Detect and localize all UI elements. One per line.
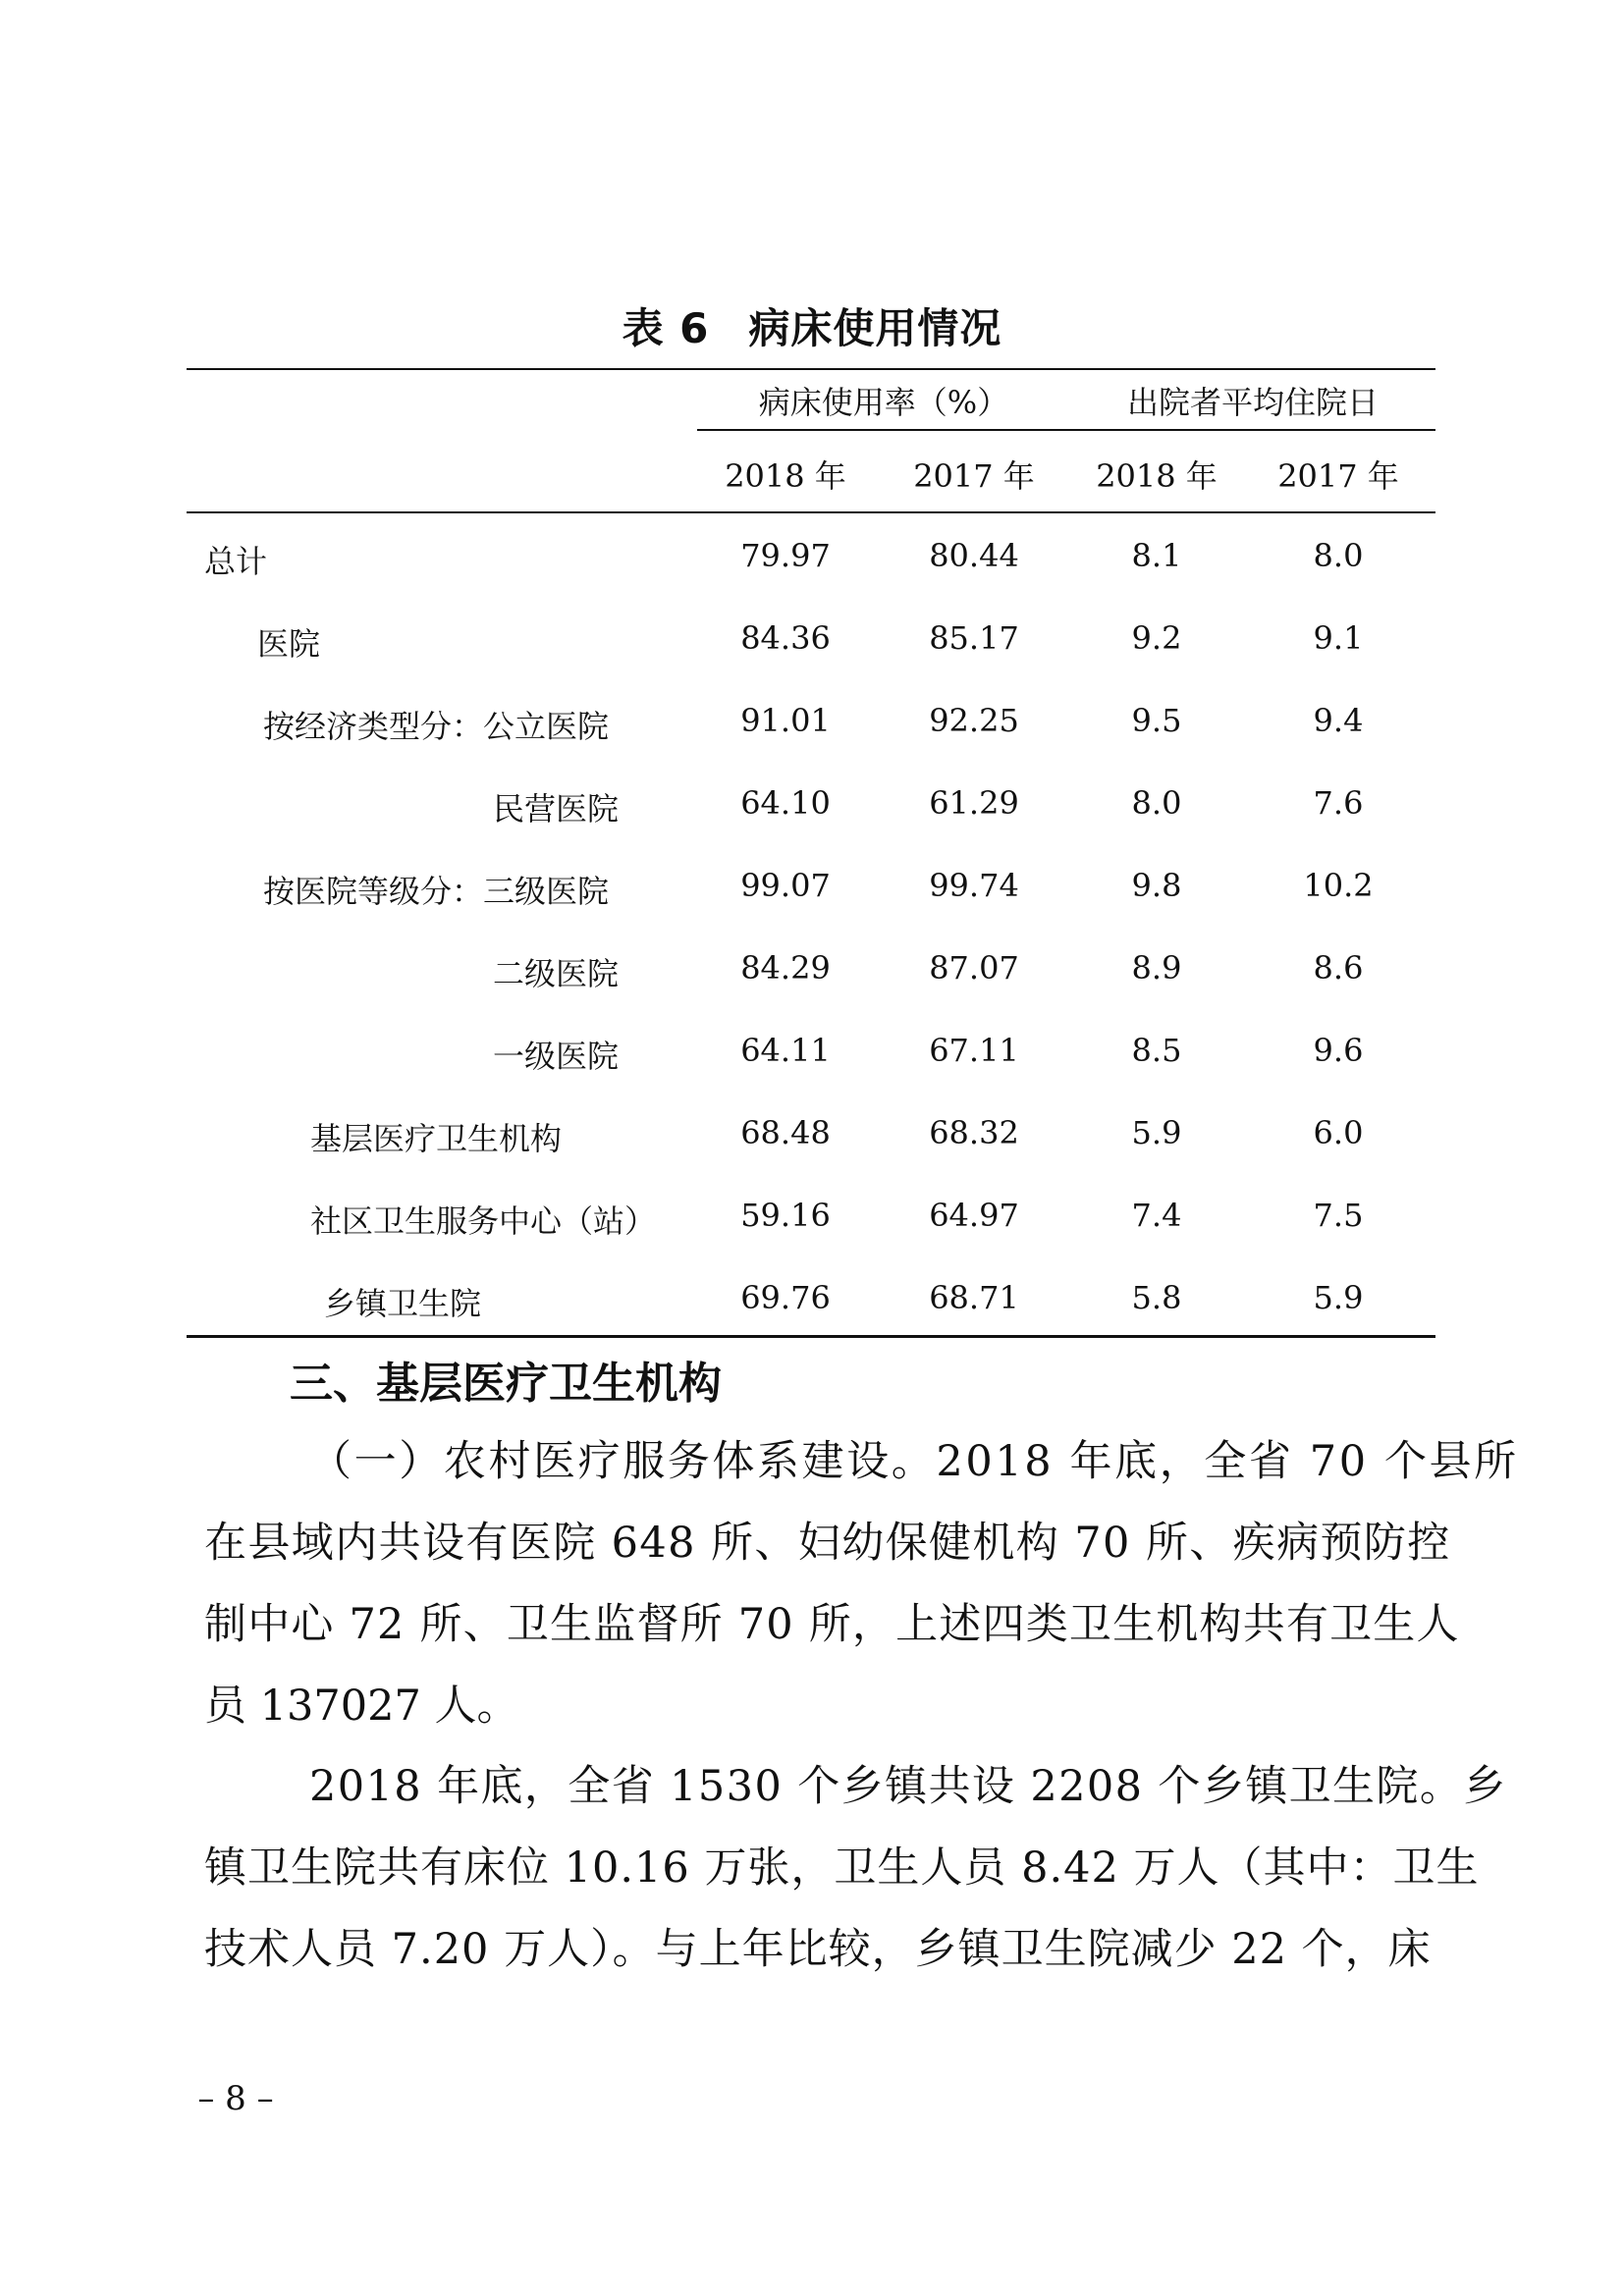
- row-value: 10.2: [1303, 867, 1374, 904]
- table-header-rule: [187, 511, 1435, 513]
- row-value: 9.1: [1313, 619, 1364, 657]
- row-value: 8.5: [1131, 1032, 1182, 1069]
- paragraph-line: 镇卫生院共有床位 10.16 万张，卫生人员 8.42 万人（其中：卫生: [204, 1843, 1480, 1893]
- header-year: 2018 年: [1096, 457, 1218, 495]
- row-label: 社区卫生服务中心（站）: [310, 1202, 657, 1240]
- row-label: 一级医院: [493, 1038, 620, 1075]
- row-value: 68.48: [740, 1114, 831, 1151]
- row-value: 64.97: [929, 1197, 1019, 1234]
- row-value: 99.74: [929, 867, 1019, 904]
- header-average-stay-days: 出院者平均住院日: [1126, 384, 1379, 421]
- paragraph-line: 制中心 72 所、卫生监督所 70 所，上述四类卫生机构共有卫生人: [204, 1600, 1460, 1649]
- table-bottom-rule: [187, 1335, 1435, 1338]
- row-label: 医院: [257, 625, 321, 663]
- row-value: 61.29: [929, 784, 1019, 822]
- row-value: 79.97: [740, 537, 831, 574]
- row-label: 总计: [204, 543, 268, 580]
- row-value: 80.44: [929, 537, 1019, 574]
- header-year: 2017 年: [1277, 457, 1399, 495]
- row-label: 按经济类型分：公立医院: [263, 708, 610, 745]
- row-value: 9.2: [1131, 619, 1182, 657]
- row-value: 9.8: [1131, 867, 1182, 904]
- row-value: 85.17: [929, 619, 1019, 657]
- paragraph-line: 员 137027 人。: [204, 1682, 519, 1731]
- row-value: 91.01: [740, 702, 831, 739]
- row-value: 8.0: [1131, 784, 1182, 822]
- paragraph-line: 技术人员 7.20 万人）。与上年比较，乡镇卫生院减少 22 个，床: [204, 1925, 1432, 1974]
- row-value: 84.29: [740, 949, 831, 987]
- row-value: 87.07: [929, 949, 1019, 987]
- row-value: 99.07: [740, 867, 831, 904]
- section-heading: 三、基层医疗卫生机构: [290, 1359, 722, 1409]
- row-value: 7.6: [1313, 784, 1364, 822]
- row-value: 8.9: [1131, 949, 1182, 987]
- row-value: 69.76: [740, 1279, 831, 1316]
- row-value: 7.4: [1131, 1197, 1182, 1234]
- row-value: 8.1: [1131, 537, 1182, 574]
- row-value: 5.9: [1131, 1114, 1182, 1151]
- row-value: 9.4: [1313, 702, 1364, 739]
- row-value: 9.6: [1313, 1032, 1364, 1069]
- header-year: 2017 年: [913, 457, 1035, 495]
- paragraph-line: 在县域内共设有医院 648 所、妇幼保健机构 70 所、疾病预防控: [204, 1519, 1451, 1568]
- page-number: – 8 –: [197, 2079, 274, 2118]
- row-value: 64.10: [740, 784, 831, 822]
- table-title: [0, 296, 1624, 355]
- row-value: 92.25: [929, 702, 1019, 739]
- row-label: 民营医院: [493, 790, 620, 828]
- row-label: 乡镇卫生院: [324, 1285, 482, 1322]
- row-value: 7.5: [1313, 1197, 1364, 1234]
- row-value: 8.6: [1313, 949, 1364, 987]
- paragraph-line: （一）农村医疗服务体系建设。2018 年底，全省 70 个县所: [309, 1437, 1519, 1486]
- row-value: 59.16: [740, 1197, 831, 1234]
- row-value: 68.32: [929, 1114, 1019, 1151]
- row-value: 6.0: [1313, 1114, 1364, 1151]
- row-label: 按医院等级分：三级医院: [263, 873, 610, 910]
- table-top-rule: [187, 368, 1435, 370]
- table-title-number: 表 6: [622, 304, 710, 352]
- row-value: 5.8: [1131, 1279, 1182, 1316]
- row-value: 64.11: [740, 1032, 831, 1069]
- header-bed-usage-rate: 病床使用率（%）: [758, 384, 1009, 421]
- row-value: 5.9: [1313, 1279, 1364, 1316]
- row-value: 9.5: [1131, 702, 1182, 739]
- row-label: 基层医疗卫生机构: [310, 1120, 563, 1157]
- row-label: 二级医院: [493, 955, 620, 992]
- row-value: 67.11: [929, 1032, 1019, 1069]
- table-title-text: 病床使用情况: [748, 304, 1002, 352]
- row-value: 8.0: [1313, 537, 1364, 574]
- paragraph-line: 2018 年底，全省 1530 个乡镇共设 2208 个乡镇卫生院。乡: [309, 1762, 1507, 1811]
- table-group-rule: [697, 429, 1435, 431]
- row-value: 68.71: [929, 1279, 1019, 1316]
- header-year: 2018 年: [725, 457, 846, 495]
- row-value: 84.36: [740, 619, 831, 657]
